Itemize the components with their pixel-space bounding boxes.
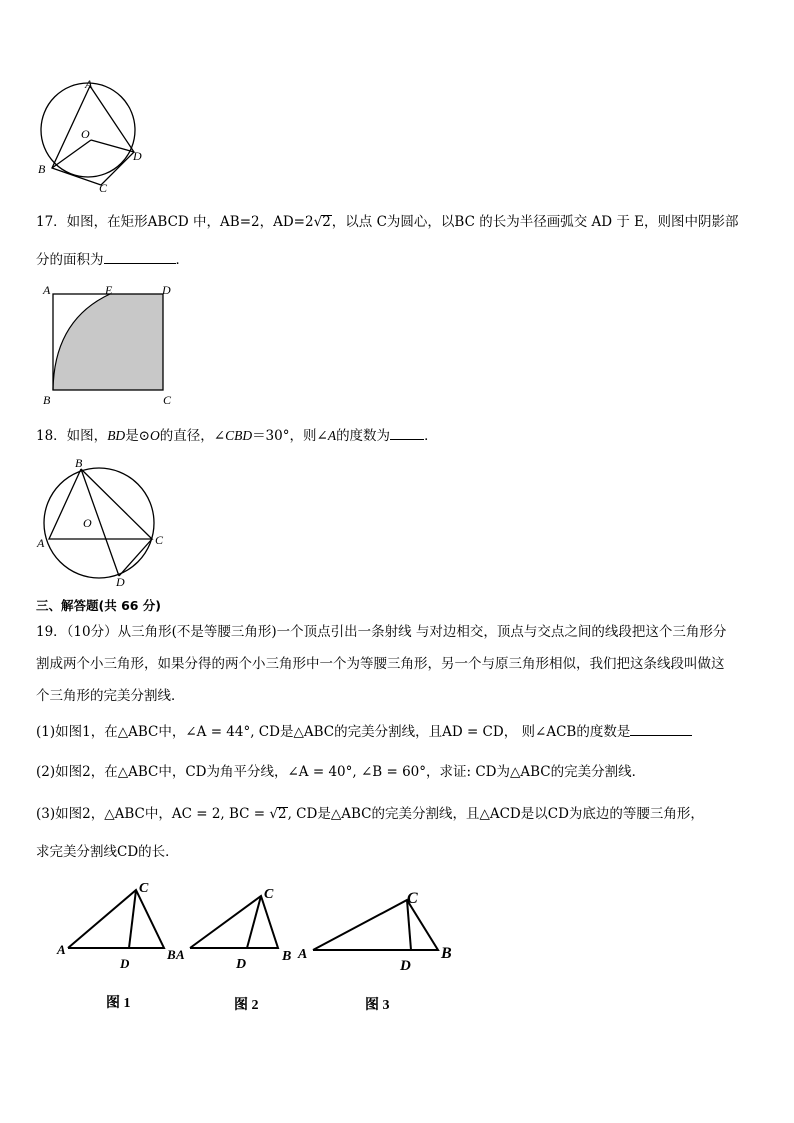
fig2-C: C	[264, 887, 274, 902]
fig3-triangle	[297, 890, 452, 974]
label-B: B	[43, 393, 51, 407]
q19-part1	[36, 721, 692, 742]
q17-sqrt-radicand: 2	[322, 214, 331, 230]
fig1-B: B	[167, 947, 176, 962]
label-O: O	[83, 516, 92, 530]
fig1-caption: 图 1	[106, 996, 131, 1011]
fig3-D: D	[400, 958, 411, 974]
q18-p2: 是⊙	[125, 428, 150, 444]
fig1-A: A	[57, 942, 66, 957]
q17-line2	[36, 249, 189, 270]
q18-a: A	[327, 428, 337, 443]
q19-line1: 19．（10分）从三角形(不是等腰三角形)一个顶点引出一条射线 与对边相交，顶点与交点之间的线段把这个三角形分	[36, 624, 727, 640]
q19-part3: (3)如图2，△ABC中，AC = 2, BC = √2, CD是△ABC的完美分割线，且△ACD是以CD为底边的等腰三角形，	[36, 806, 704, 822]
label-C: C	[155, 533, 164, 547]
rectangle-figure	[36, 280, 186, 408]
q19-part3-line2: 求完美分割线CD的长．	[36, 844, 179, 860]
label-E: E	[105, 283, 113, 297]
q17-sqrt-coef: 2	[305, 214, 314, 230]
fig1-triangle	[56, 881, 176, 971]
q17-prefix: 17．如图，在矩形ABCD 中，AB=2，AD=	[36, 214, 305, 230]
fig2-D: D	[236, 957, 247, 972]
label-A: A	[43, 283, 51, 297]
q17-suffix: ，以点 C为圆心，以BC 的长为半径画弧交 AD 于 E，则图中阴影部	[331, 214, 739, 230]
fig3-C: C	[407, 890, 418, 907]
triangle-figures	[50, 876, 470, 976]
q17-line2-suffix: ．	[175, 252, 189, 268]
q19-part3-radicand: 2	[278, 806, 287, 822]
q18-p4: ＝30°，则∠	[252, 428, 328, 444]
q18-p3: 的直径，∠	[159, 428, 226, 444]
q18-o: O	[150, 428, 160, 443]
label-C: C	[163, 393, 172, 407]
q18-p6: ．	[424, 428, 438, 444]
q19-line2: 割成两个小三角形，如果分得的两个小三角形中一个为等腰三角形，另一个与原三角形相似，我们把这条线段叫做这	[36, 656, 725, 672]
q19-part1-answer-blank[interactable]	[630, 721, 692, 736]
label-A: A	[85, 78, 93, 91]
fig1-D: D	[120, 956, 130, 971]
label-B: B	[75, 456, 83, 470]
label-C: C	[99, 181, 108, 195]
q19-part1-text: (1)如图1，在△ABC中，∠A = 44°, CD是△ABC的完美分割线，且AD = CD， 则∠ACB的度数是	[36, 724, 631, 740]
q17-line2-prefix: 分的面积为	[36, 252, 104, 268]
q19-line3: 个三角形的完美分割线．	[36, 688, 185, 704]
q18-p1: 18．如图，	[36, 428, 108, 444]
section-title: 三、解答题(共 66 分)	[36, 598, 162, 613]
label-D: D	[133, 149, 142, 163]
fig2-triangle	[175, 887, 291, 972]
fig3-caption: 图 3	[365, 998, 390, 1013]
fig2-A: A	[176, 947, 185, 962]
circle-figure-q18	[34, 456, 169, 590]
q17-answer-blank[interactable]	[104, 249, 176, 264]
q18-cbd: CBD	[225, 428, 253, 443]
fig3-B: B	[441, 945, 452, 962]
q19-part3-a: (3)如图2，△ABC中，AC = 2, BC =	[36, 806, 270, 822]
q18-answer-blank[interactable]	[390, 425, 424, 440]
q18-p5: 的度数为	[336, 428, 391, 444]
q18-line	[36, 425, 438, 446]
q17-line1: 17．如图，在矩形ABCD 中，AB=2，AD=2√2，以点 C为圆心，以BC 的长为半径画弧交 AD 于 E，则图中阴影部	[36, 214, 739, 230]
circle-figure-top	[30, 78, 160, 196]
q19-part3-b: , CD是△ABC的完美分割线，且△ACD是以CD为底边的等腰三角形，	[287, 806, 704, 822]
fig2-caption: 图 2	[234, 998, 259, 1013]
label-B: B	[38, 162, 46, 176]
label-D: D	[162, 283, 171, 297]
label-D: D	[116, 575, 125, 589]
fig3-A: A	[298, 947, 308, 962]
q19-part2: (2)如图2，在△ABC中，CD为角平分线，∠A = 40°, ∠B = 60°，求证: CD为△ABC的完美分割线．	[36, 764, 646, 780]
fig1-C: C	[139, 881, 149, 896]
fig2-B: B	[282, 949, 292, 964]
q18-bd: BD	[107, 428, 126, 443]
label-A: A	[37, 536, 45, 550]
label-O: O	[81, 127, 90, 141]
